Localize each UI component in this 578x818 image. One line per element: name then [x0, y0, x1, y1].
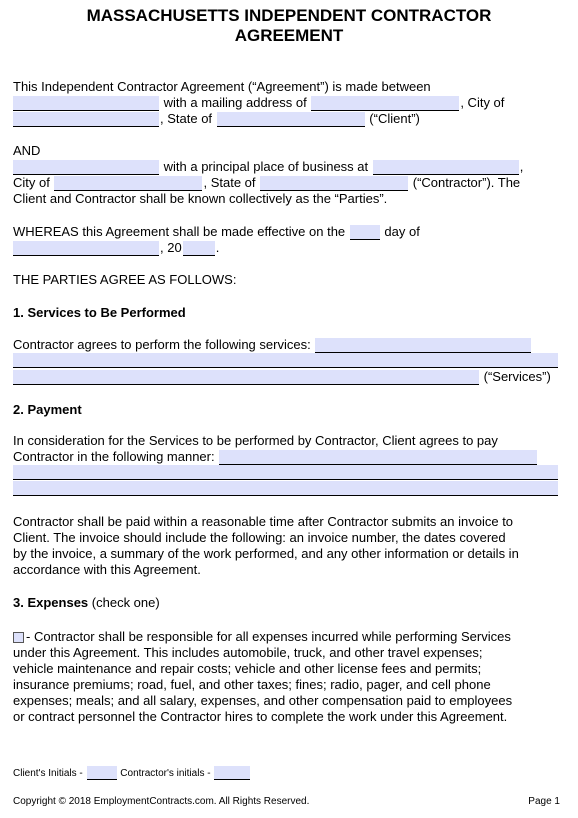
- services-field-1[interactable]: [315, 338, 531, 353]
- expenses-line-4: insurance premiums; road, fuel, and other taxes; fines; radio, pager, and cell phone: [13, 677, 491, 692]
- payment-field-1[interactable]: [219, 450, 537, 465]
- effective-day-field[interactable]: [350, 225, 380, 240]
- expenses-option-text: - Contractor shall be responsible for all expenses incurred while performing Services: [26, 629, 511, 644]
- intro-line-3: [13, 111, 420, 127]
- principal-label: with a principal place of business at: [163, 159, 369, 174]
- year-prefix-text: , 20: [160, 240, 182, 255]
- client-address-field[interactable]: [311, 96, 459, 111]
- payment-para-line-2: Client. The invoice should include the following: an invoice number, the dates covered: [13, 530, 506, 545]
- copyright-text: Copyright © 2018 EmploymentContracts.com. All Rights Reserved.: [13, 796, 310, 807]
- page-number: Page 1: [528, 796, 560, 807]
- contractor-label: (“Contractor”). The: [412, 175, 521, 190]
- client-state-field[interactable]: [217, 112, 365, 127]
- whereas-line-2: [13, 240, 219, 256]
- document-title-line-1: MASSACHUSETTS INDEPENDENT CONTRACTOR: [86, 6, 492, 25]
- payment-field-3[interactable]: [13, 481, 558, 496]
- city-of-label: , City of: [460, 95, 505, 110]
- whereas-line-1: [13, 224, 420, 240]
- expenses-line-6: or contract personnel the Contractor hires to complete the work under this Agreement.: [13, 709, 508, 724]
- document-title-line-2: AGREEMENT: [234, 26, 344, 45]
- contractor-initials-field[interactable]: [214, 766, 250, 780]
- contractor-city-field[interactable]: [54, 176, 202, 191]
- state-of-label: , State of: [160, 111, 213, 126]
- day-of-text: day of: [384, 224, 420, 239]
- expenses-line-1: [13, 629, 511, 645]
- services-field-3[interactable]: [13, 370, 479, 385]
- period-text: .: [215, 240, 220, 255]
- contractor-state-field[interactable]: [260, 176, 408, 191]
- expenses-line-5: expenses; meals; and all salary, expenses, and other compensation paid to employees: [13, 693, 513, 708]
- client-initials-field[interactable]: [87, 766, 117, 780]
- expenses-line-2: under this Agreement. This includes automobile, truck, and other travel expenses;: [13, 645, 483, 660]
- check-one-note: (check one): [91, 595, 160, 610]
- parties-line: Client and Contractor shall be known collectively as the “Parties”.: [13, 191, 388, 206]
- contractor-initials-label: Contractor's initials -: [120, 768, 211, 779]
- expenses-line-3: vehicle maintenance and repair costs; vehicle and other license fees and permits;: [13, 661, 482, 676]
- client-name-field[interactable]: [13, 96, 159, 111]
- section-3-title: 3. Expenses: [13, 595, 89, 610]
- intro-line-2: [13, 95, 504, 111]
- parties-agree-heading: THE PARTIES AGREE AS FOLLOWS:: [13, 272, 237, 287]
- payment-manner-text: Contractor in the following manner:: [13, 449, 215, 464]
- services-label: (“Services”): [483, 369, 551, 384]
- services-field-2[interactable]: [13, 353, 558, 368]
- services-line-1: [13, 337, 532, 353]
- payment-para-line-1: Contractor shall be paid within a reasonable time after Contractor submits an invoice to: [13, 514, 514, 529]
- mailing-label: with a mailing address of: [163, 95, 307, 110]
- contractor-expenses-checkbox[interactable]: [13, 632, 24, 643]
- payment-para-line-4: accordance with this Agreement.: [13, 562, 201, 577]
- and-label: AND: [13, 143, 41, 158]
- payment-field-2[interactable]: [13, 465, 558, 480]
- contractor-name-field[interactable]: [13, 160, 159, 175]
- state-of-label-2: , State of: [203, 175, 256, 190]
- intro-line-1: This Independent Contractor Agreement (“Agreement”) is made between: [13, 79, 431, 94]
- comma-text: ,: [519, 159, 524, 174]
- whereas-text: WHEREAS this Agreement shall be made effective on the: [13, 224, 346, 239]
- services-text: Contractor agrees to perform the following services:: [13, 337, 311, 352]
- initials-row: [13, 766, 251, 780]
- client-label: (“Client”): [369, 111, 420, 126]
- services-line-3: [13, 369, 551, 385]
- effective-month-field[interactable]: [13, 241, 159, 256]
- client-city-field[interactable]: [13, 112, 159, 127]
- contractor-line-1: [13, 159, 523, 175]
- payment-line-2: [13, 449, 538, 465]
- contractor-address-field[interactable]: [373, 160, 519, 175]
- payment-para-line-3: by the invoice, a summary of the work performed, and any other information or details in: [13, 546, 519, 561]
- section-1-heading: 1. Services to Be Performed: [13, 305, 186, 320]
- city-of-label-2: City of: [13, 175, 50, 190]
- section-2-heading: 2. Payment: [13, 402, 82, 417]
- contractor-line-2: [13, 175, 520, 191]
- payment-line-1: In consideration for the Services to be performed by Contractor, Client agrees to pay: [13, 433, 498, 448]
- section-3-heading: [13, 595, 160, 611]
- effective-year-field[interactable]: [183, 241, 215, 256]
- client-initials-label: Client's Initials -: [13, 768, 83, 779]
